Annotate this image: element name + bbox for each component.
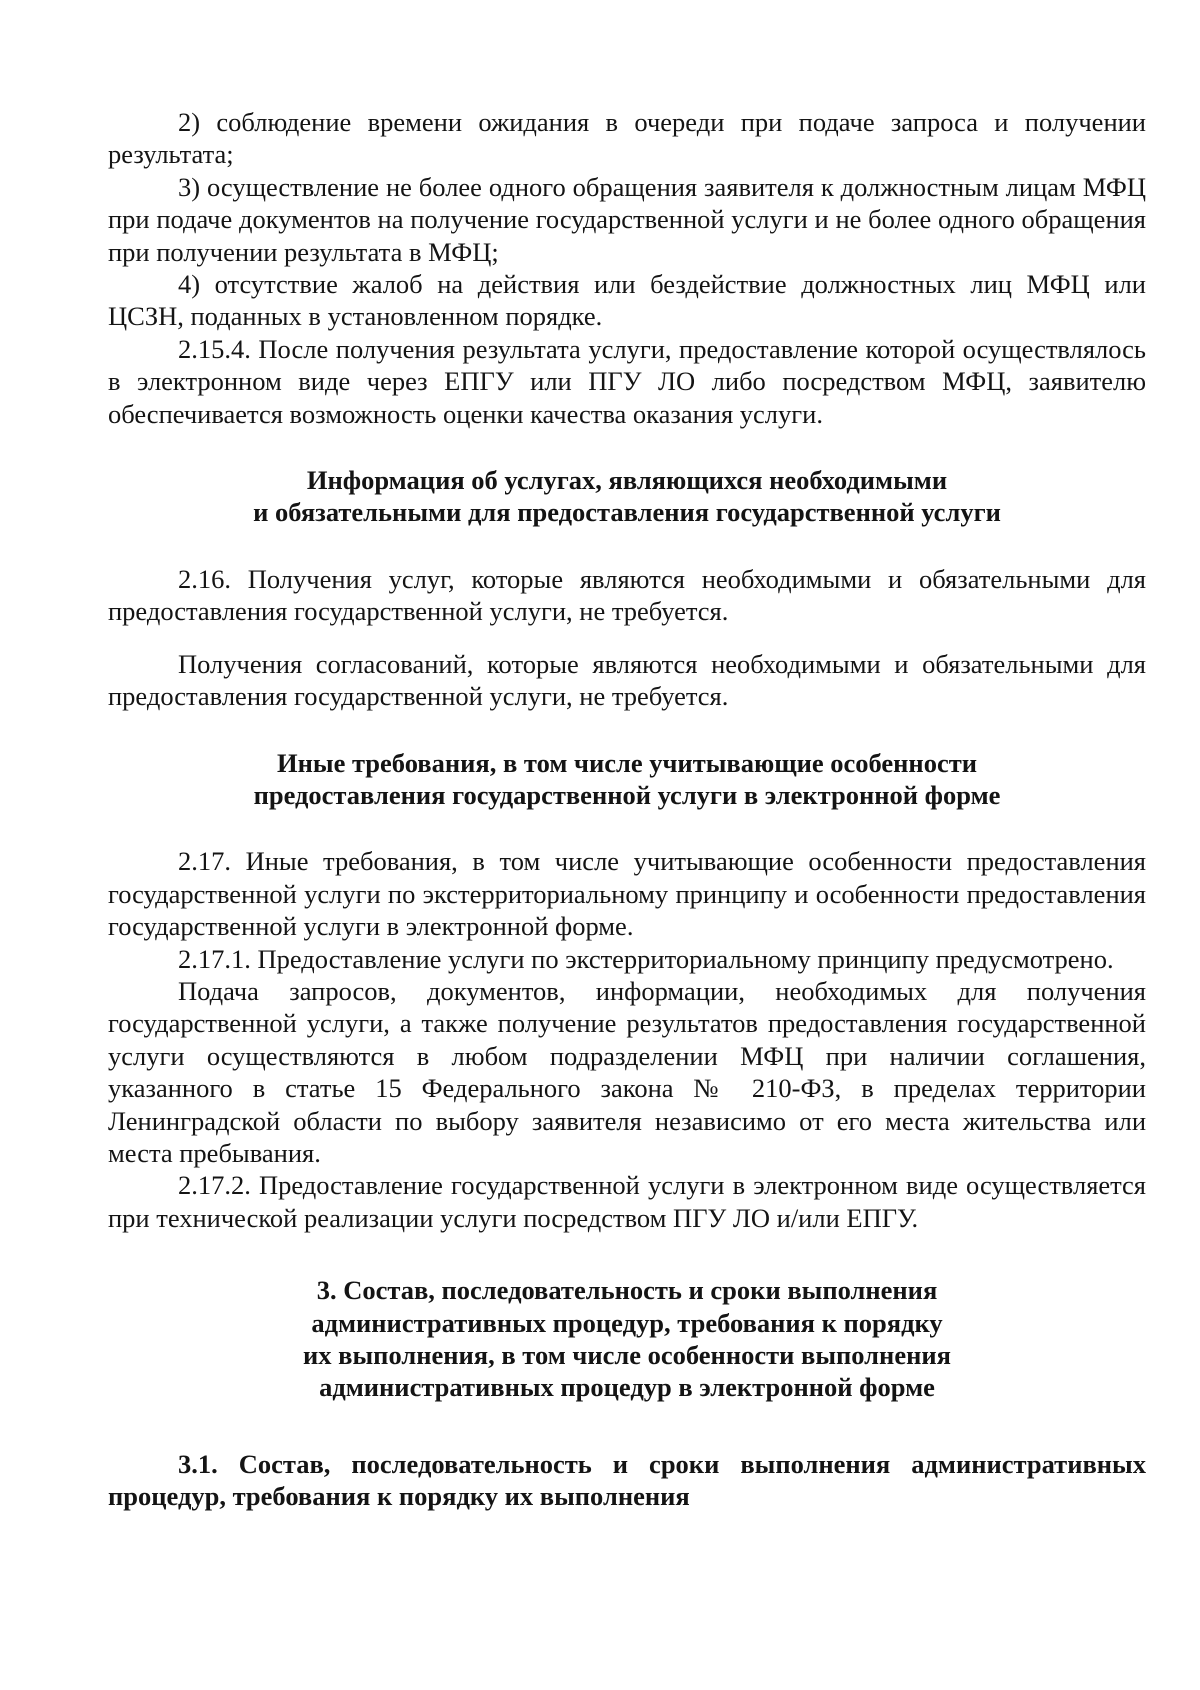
- heading-line: 3. Состав, последовательность и сроки выполнения: [316, 1275, 938, 1306]
- spacer: [108, 1404, 1146, 1448]
- section-heading-other-requirements: [108, 747, 1146, 812]
- heading-line: Информация об услугах, являющихся необходимыми: [306, 465, 948, 496]
- paragraph-approvals: Получения согласований, которые являются необходимыми и обязательными для предоставления государственной услуги, не требуется.: [108, 648, 1146, 712]
- section-heading-3: [108, 1274, 1146, 1404]
- paragraph-2-17-2: 2.17.2. Предоставление государственной услуги в электронном виде осуществляется при технической реализации услуги посредством ПГУ ЛО и/или ЕПГУ.: [108, 1170, 1146, 1233]
- paragraph-single-appeal: 3) осуществление не более одного обращения заявителя к должностным лицам МФЦ при подаче документов на получение государственной услуги и не более одного обращения при получении результата в МФЦ;: [108, 171, 1146, 267]
- spacer: [108, 713, 1146, 747]
- heading-line: Иные требования, в том числе учитывающие особенности: [277, 747, 977, 778]
- heading-line: административных процедур в электронной форме: [319, 1372, 935, 1403]
- paragraph-submission: Подача запросов, документов, информации, необходимых для получения государственной услуги, а также получение результатов предоставления государственной услуги осуществляются в любом подразделении МФЦ при наличии соглашения, указанного в статье 15 Федерального закона № 210-ФЗ, в пределах территории Ленинградской области по выбору заявителя независимо от его места жительства или места пребывания.: [108, 975, 1146, 1168]
- spacer: [108, 1234, 1146, 1274]
- paragraph-2-16: 2.16. Получения услуг, которые являются необходимыми и обязательными для предоставления государственной услуги, не требуется.: [108, 563, 1146, 627]
- heading-line: их выполнения, в том числе особенности выполнения: [303, 1340, 951, 1370]
- spacer: [108, 628, 1146, 648]
- heading-line: и обязательными для предоставления государственной услуги: [253, 497, 1001, 528]
- paragraph-no-complaints: 4) отсутствие жалоб на действия или бездействие должностных лиц МФЦ или ЦСЗН, поданных в установленном порядке.: [108, 269, 1146, 332]
- spacer: [108, 430, 1146, 464]
- heading-line: предоставления государственной услуги в электронной форме: [253, 779, 1001, 810]
- heading-line: административных процедур, требования к порядку: [311, 1307, 943, 1338]
- document-page: [108, 106, 1146, 1513]
- paragraph-2-17: 2.17. Иные требования, в том числе учитывающие особенности предоставления государственной услуги по экстерриториальному принципу и особенности предоставления государственной услуги в электронной форме.: [108, 846, 1146, 942]
- paragraph-2-17-1: 2.17.1. Предоставление услуги по экстерриториальному принципу предусмотрено.: [178, 943, 1114, 974]
- spacer: [108, 811, 1146, 845]
- section-heading-3-1: 3.1. Состав, последовательность и сроки выполнения административных процедур, требования к порядку их выполнения: [108, 1448, 1146, 1512]
- spacer: [108, 529, 1146, 563]
- paragraph-2-15-4: 2.15.4. После получения результата услуги, предоставление которой осуществлялось в электронном виде через ЕПГУ или ПГУ ЛО либо посредством МФЦ, заявителю обеспечивается возможность оценки качества оказания услуги.: [108, 333, 1146, 429]
- section-heading-necessary-services: [108, 464, 1146, 529]
- paragraph-waiting-time: 2) соблюдение времени ожидания в очереди при подаче запроса и получении результата;: [108, 107, 1146, 170]
